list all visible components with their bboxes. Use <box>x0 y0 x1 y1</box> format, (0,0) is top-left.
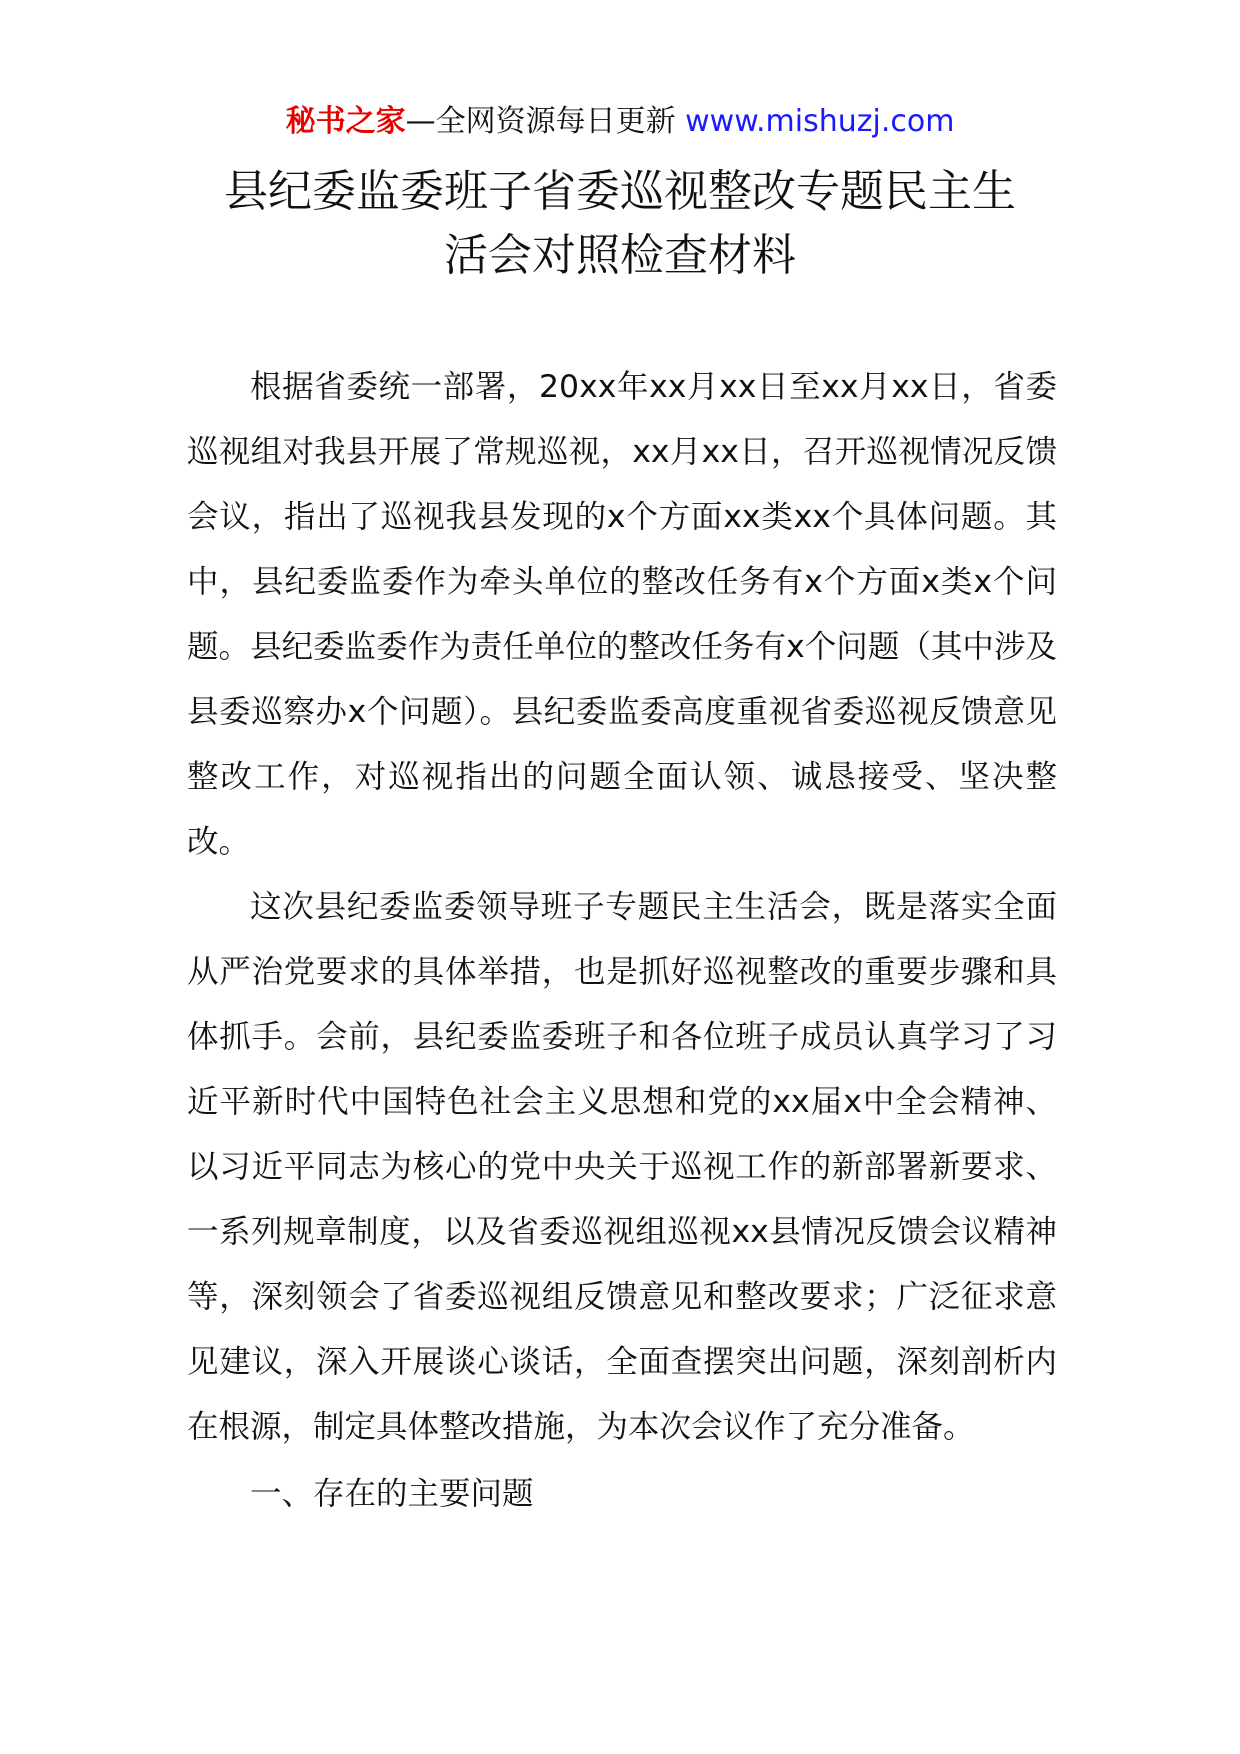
title-line-1: 县纪委监委班子省委巡视整改专题民主生 <box>224 166 1016 217</box>
header-slogan: —全网资源每日更新 <box>405 104 676 139</box>
document-body <box>187 355 1057 1527</box>
site-header <box>0 100 1240 144</box>
title-line-2: 活会对照检查材料 <box>444 230 796 281</box>
section-heading: 一、存在的主要问题 <box>250 1476 534 1512</box>
site-url-link[interactable]: www.mishuzj.com <box>685 104 955 139</box>
body-paragraph-2: 这次县纪委监委领导班子专题民主生活会，既是落实全面从严治党要求的具体举措，也是抓好巡视整改的重要步骤和具体抓手。会前，县纪委监委班子和各位班子成员认真学习了习近平新时代中国特色社会主义思想和党的xx届x中全会精神、以习近平同志为核心的党中央关于巡视工作的新部署新要求、一系列规章制度，以及省委巡视组巡视xx县情况反馈会议精神等，深刻领会了省委巡视组反馈意见和整改要求；广泛征求意见建议，深入开展谈心谈话，全面查摆突出问题，深刻剖析内在根源，制定具体整改措施，为本次会议作了充分准备。 <box>187 889 1057 1445</box>
brand-name: 秘书之家 <box>285 104 406 139</box>
document-title <box>150 160 1090 288</box>
body-paragraph-1: 根据省委统一部署，20xx年xx月xx日至xx月xx日，省委巡视组对我县开展了常规巡视，xx月xx日，召开巡视情况反馈会议，指出了巡视我县发现的x个方面xx类xx个具体问题。其中，县纪委监委作为牵头单位的整改任务有x个方面x类x个问题。县纪委监委作为责任单位的整改任务有x个问题（其中涉及县委巡察办x个问题）。县纪委监委高度重视省委巡视反馈意见整改工作，对巡视指出的问题全面认领、诚恳接受、坚决整改。 <box>187 369 1057 860</box>
